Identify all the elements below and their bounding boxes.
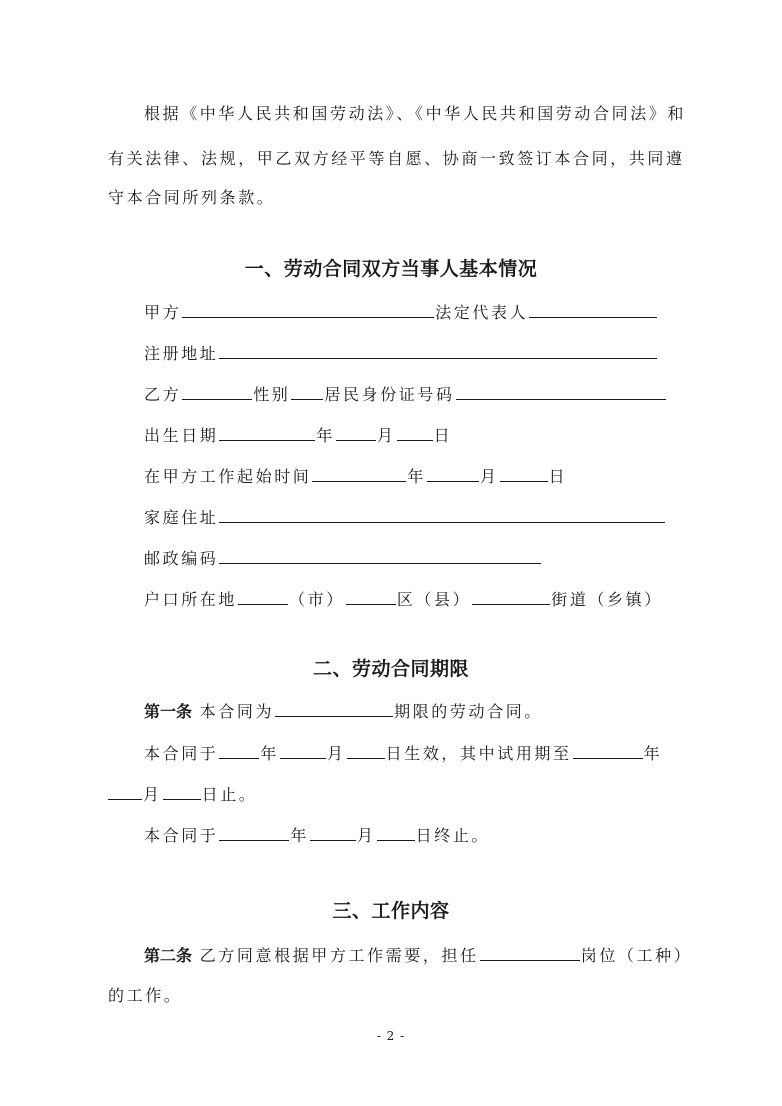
section-3-heading: 三、工作内容 (332, 900, 450, 922)
preamble-line-3: 守本合同所列条款。 (108, 188, 276, 207)
article-1-row (144, 699, 543, 723)
month-label: 月 (327, 744, 346, 763)
start-month-blank[interactable] (427, 464, 479, 482)
contract-term-blank[interactable] (275, 699, 393, 717)
probation-day-blank[interactable] (163, 782, 201, 800)
gender-label: 性别 (253, 385, 291, 404)
party-a-blank[interactable] (182, 300, 434, 318)
article-2-text-b: 岗位（工种） (580, 946, 693, 965)
article-1-label: 第一条 (144, 702, 193, 721)
page-number: - 2 - (376, 1029, 406, 1043)
year-label: 年 (316, 426, 336, 445)
hukou-street-blank[interactable] (472, 587, 550, 605)
terminate-year-blank[interactable] (219, 823, 289, 841)
article-1-text-b: 期限的劳动合同。 (394, 702, 543, 721)
id-number-blank[interactable] (456, 382, 666, 400)
street-label: 街道（乡镇） (551, 590, 663, 609)
day-label: 日 (548, 467, 568, 486)
effective-text-b: 日生效，其中试用期至 (385, 744, 572, 763)
start-work-row (144, 464, 567, 488)
effective-month-blank[interactable] (280, 741, 326, 759)
preamble-line-1: 根据《中华人民共和国劳动法》、《中华人民共和国劳动合同法》和 (144, 104, 687, 123)
article-2-continued: 的工作。 (108, 986, 183, 1005)
article-2-row (144, 943, 692, 967)
probation-until-text: 日止。 (201, 785, 258, 804)
terminate-row (144, 823, 490, 847)
city-label: （市） (289, 590, 345, 609)
home-address-blank[interactable] (219, 505, 665, 523)
terminate-text-a: 本合同于 (144, 826, 219, 845)
month-label: 月 (377, 426, 396, 445)
birth-date-row (144, 423, 452, 447)
postal-code-blank[interactable] (219, 546, 541, 564)
article-1-text-a: 本合同为 (199, 702, 275, 721)
year-label: 年 (407, 467, 427, 486)
party-b-blank[interactable] (182, 382, 252, 400)
section-2-heading: 二、劳动合同期限 (312, 658, 469, 680)
effective-row (144, 741, 662, 765)
party-a-label: 甲方 (144, 303, 182, 322)
district-label: 区（县） (396, 590, 472, 609)
year-label: 年 (260, 744, 280, 763)
hukou-district-blank[interactable] (346, 587, 396, 605)
month-label: 月 (357, 826, 376, 845)
month-label: 月 (143, 785, 162, 804)
gender-blank[interactable] (291, 382, 323, 400)
registered-address-row (144, 341, 658, 365)
year-label: 年 (290, 826, 310, 845)
article-2-text-a: 乙方同意根据甲方工作需要，担任 (199, 946, 479, 965)
hukou-city-blank[interactable] (238, 587, 288, 605)
probation-end-row (108, 782, 257, 806)
effective-day-blank[interactable] (347, 741, 385, 759)
terminate-month-blank[interactable] (310, 823, 356, 841)
birth-day-blank[interactable] (397, 423, 433, 441)
effective-text-a: 本合同于 (144, 744, 219, 763)
legal-rep-label: 法定代表人 (435, 303, 529, 322)
effective-year-blank[interactable] (219, 741, 259, 759)
birth-month-blank[interactable] (336, 423, 376, 441)
preamble-line-2: 有关法律、法规，甲乙双方经平等自愿、协商一致签订本合同，共同遵 (108, 149, 685, 168)
day-label: 日 (433, 426, 453, 445)
party-b-row (144, 382, 667, 406)
section-1-heading: 一、劳动合同双方当事人基本情况 (244, 258, 538, 280)
legal-rep-blank[interactable] (529, 300, 657, 318)
birth-year-blank[interactable] (219, 423, 315, 441)
postal-code-label: 邮政编码 (144, 549, 219, 568)
registered-address-label: 注册地址 (144, 344, 219, 363)
start-day-blank[interactable] (500, 464, 548, 482)
start-work-label: 在甲方工作起始时间 (144, 467, 312, 486)
terminate-day-blank[interactable] (377, 823, 415, 841)
postal-code-row (144, 546, 542, 570)
terminate-text-b: 日终止。 (415, 826, 491, 845)
hukou-label: 户口所在地 (144, 590, 238, 609)
month-label: 月 (480, 467, 499, 486)
party-a-row (144, 300, 658, 324)
probation-month-blank[interactable] (108, 782, 142, 800)
registered-address-blank[interactable] (219, 341, 657, 359)
party-b-label: 乙方 (144, 385, 182, 404)
birth-date-label: 出生日期 (144, 426, 219, 445)
hukou-row (144, 587, 663, 611)
id-number-label: 居民身份证号码 (324, 385, 455, 404)
start-year-blank[interactable] (312, 464, 406, 482)
probation-year-blank[interactable] (573, 741, 643, 759)
home-address-label: 家庭住址 (144, 508, 219, 527)
year-label: 年 (643, 744, 663, 763)
position-blank[interactable] (480, 943, 580, 961)
article-2-label: 第二条 (144, 946, 193, 965)
home-address-row (144, 505, 666, 529)
